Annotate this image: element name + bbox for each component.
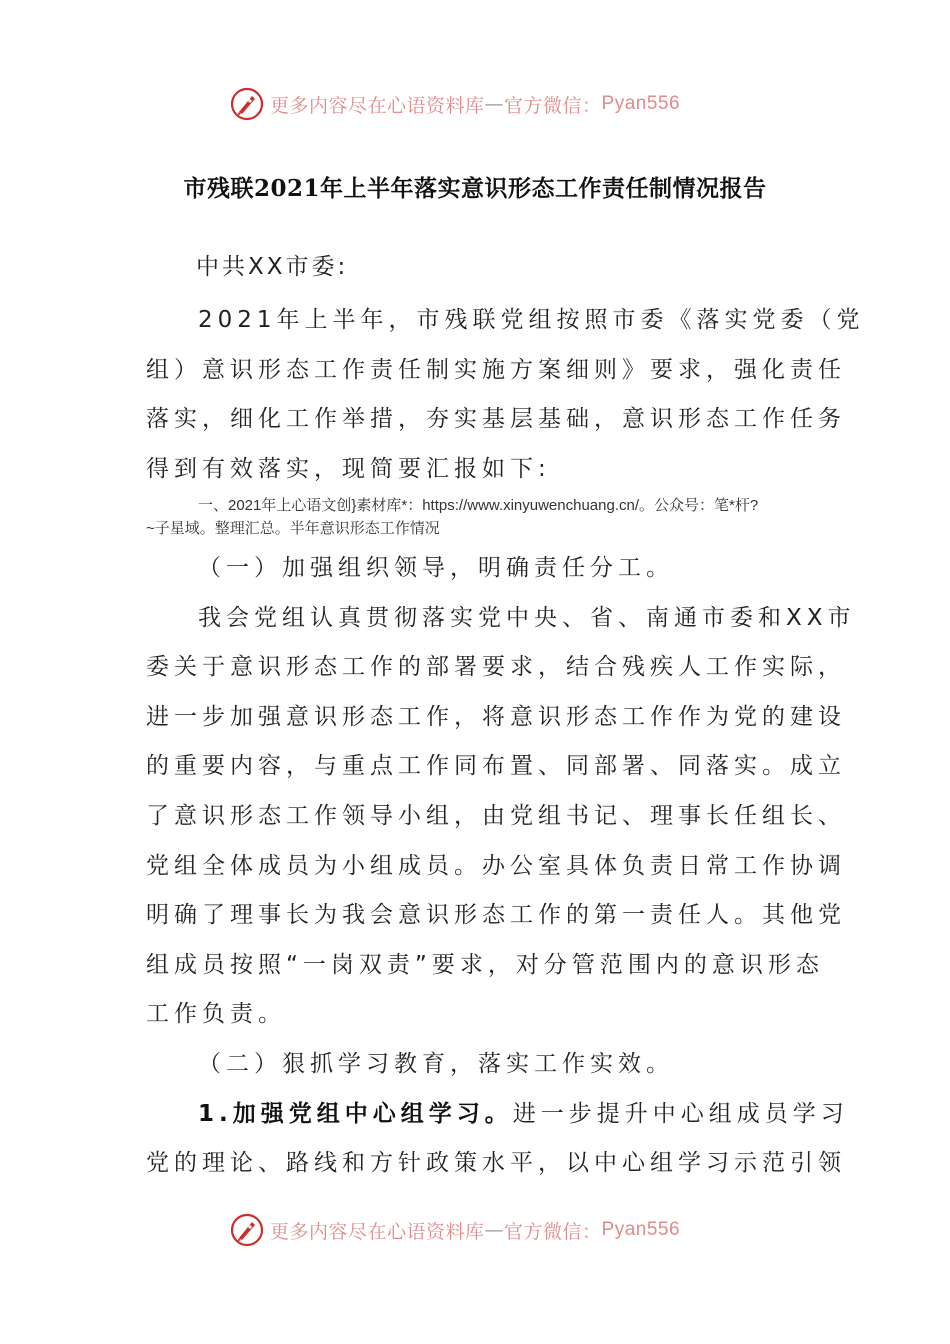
section-heading: （二）狠抓学习教育，落实工作实效。 bbox=[198, 1050, 674, 1077]
paragraph-line: 工作负责。 bbox=[146, 1001, 286, 1028]
banner-main-text: 更多内容尽在心语资料库 bbox=[270, 94, 485, 117]
paragraph-line: 了意识形态工作领导小组，由党组书记、理事长任组长、 bbox=[146, 802, 846, 829]
paragraph-line: 2021年上半年，市残联党组按照市委《落实党委（党 bbox=[198, 307, 865, 333]
banner-handle: Pyan556 bbox=[601, 93, 681, 114]
quill-logo-icon bbox=[230, 1213, 264, 1247]
section-heading: （一）加强组织领导，明确责任分工。 bbox=[198, 555, 674, 581]
paragraph-line: 得到有效落实，现简要汇报如下: bbox=[146, 455, 551, 482]
header-banner bbox=[230, 84, 750, 124]
paragraph-line: 组）意识形态工作责任制实施方案细则》要求，强化责任 bbox=[146, 356, 846, 383]
paragraph-line: 委关于意识形态工作的部署要求，结合残疾人工作实际， bbox=[146, 654, 846, 681]
paragraph-line: 组成员按照“一岗双责”要求，对分管范围内的意识形态 bbox=[146, 951, 824, 978]
item-rest: 进一步提升中心组成员学习 bbox=[512, 1100, 849, 1127]
body-sections bbox=[146, 544, 856, 1189]
paragraph-line: 的重要内容，与重点工作同布置、同部署、同落实。成立 bbox=[146, 753, 846, 780]
paragraph-line: 落实，细化工作举措，夯实基层基础，意识形态工作任务 bbox=[146, 406, 846, 433]
quill-logo-icon bbox=[230, 87, 264, 121]
inserted-note bbox=[146, 494, 826, 540]
banner-separator: — bbox=[484, 93, 505, 115]
salutation: 中共XX市委: bbox=[196, 254, 349, 280]
banner-wechat-label: 官方微信： bbox=[504, 94, 602, 117]
item-line bbox=[146, 1090, 849, 1140]
banner-main-text: 更多内容尽在心语资料库 bbox=[270, 1220, 485, 1243]
intro-paragraph bbox=[146, 296, 865, 494]
paragraph-line: 党组全体成员为小组成员。办公室具体负责日常工作协调 bbox=[146, 852, 846, 879]
item-bold-lead: 1.加强党组中心组学习。 bbox=[198, 1100, 513, 1127]
paragraph-line: 进一步加强意识形态工作，将意识形态工作作为党的建设 bbox=[146, 703, 846, 730]
paragraph-line: 我会党组认真贯彻落实党中央、省、南通市委和XX市 bbox=[198, 604, 856, 631]
document-title: 市残联2021年上半年落实意识形态工作责任制情况报告 bbox=[183, 175, 767, 202]
banner-separator: — bbox=[484, 1219, 505, 1241]
banner-wechat-label: 官方微信： bbox=[504, 1220, 602, 1243]
note-line: 一、2021年上心语文创}素材库*：https://www.xinyuwenchuang.cn/。公众号：笔*杆? bbox=[198, 497, 759, 514]
banner-handle: Pyan556 bbox=[601, 1219, 681, 1240]
paragraph-line: 明确了理事长为我会意识形态工作的第一责任人。其他党 bbox=[146, 902, 846, 929]
footer-banner bbox=[230, 1210, 750, 1250]
paragraph-line: 党的理论、路线和方针政策水平，以中心组学习示范引领 bbox=[146, 1150, 846, 1177]
note-line: ~子星域。整理汇总。半年意识形态工作情况 bbox=[146, 520, 440, 537]
